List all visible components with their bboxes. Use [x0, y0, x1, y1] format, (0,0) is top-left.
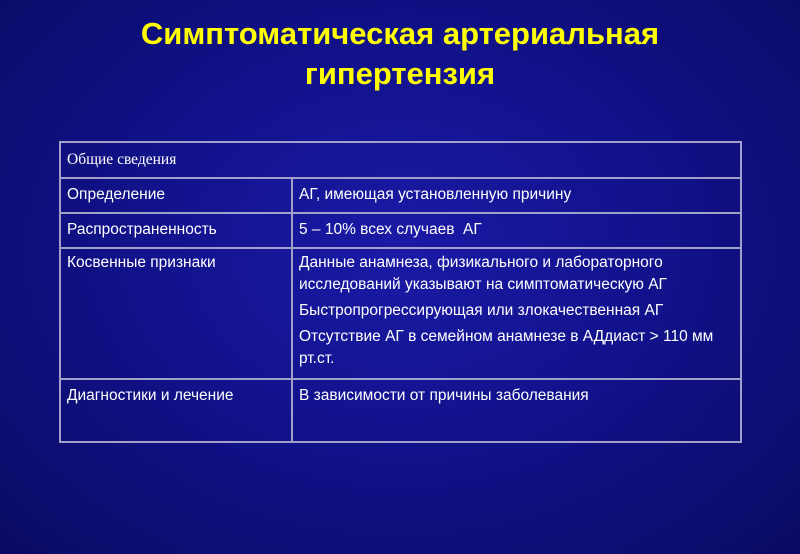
row-label: Косвенные признаки	[60, 248, 292, 379]
row-label: Определение	[60, 178, 292, 213]
row-value-text: Данные анамнеза, физикального и лабораторного исследований указывают на симптоматическую АГ	[299, 254, 667, 293]
table-header-cell: Общие сведения	[60, 142, 741, 178]
table-header-row	[60, 142, 741, 178]
row-value-text: 5 – 10% всех случаев АГ	[299, 221, 482, 238]
row-value	[292, 248, 741, 379]
row-value-text: В зависимости от причины заболевания	[299, 387, 589, 404]
row-value-text: Отсутствие АГ в семейном анамнезе в АДдиаст > 110 мм рт.ст.	[299, 328, 714, 367]
row-value	[292, 178, 741, 213]
table-row-diagnostics	[60, 379, 741, 442]
slide-title	[0, 14, 800, 94]
row-value	[292, 379, 741, 442]
row-value	[292, 213, 741, 248]
slide-title-line-1: Симптоматическая артериальная	[140, 16, 660, 51]
row-label: Распространенность	[60, 213, 292, 248]
row-value-text: Быстропрогрессирующая или злокачественная АГ	[299, 302, 664, 319]
row-label: Диагностики и лечение	[60, 379, 292, 442]
info-table	[59, 141, 742, 443]
table-row-indirect-signs	[60, 248, 741, 379]
row-value-text: АГ, имеющая установленную причину	[299, 186, 572, 203]
table-row-definition	[60, 178, 741, 213]
table-row-prevalence	[60, 213, 741, 248]
slide-title-line-2: гипертензия	[304, 56, 496, 91]
